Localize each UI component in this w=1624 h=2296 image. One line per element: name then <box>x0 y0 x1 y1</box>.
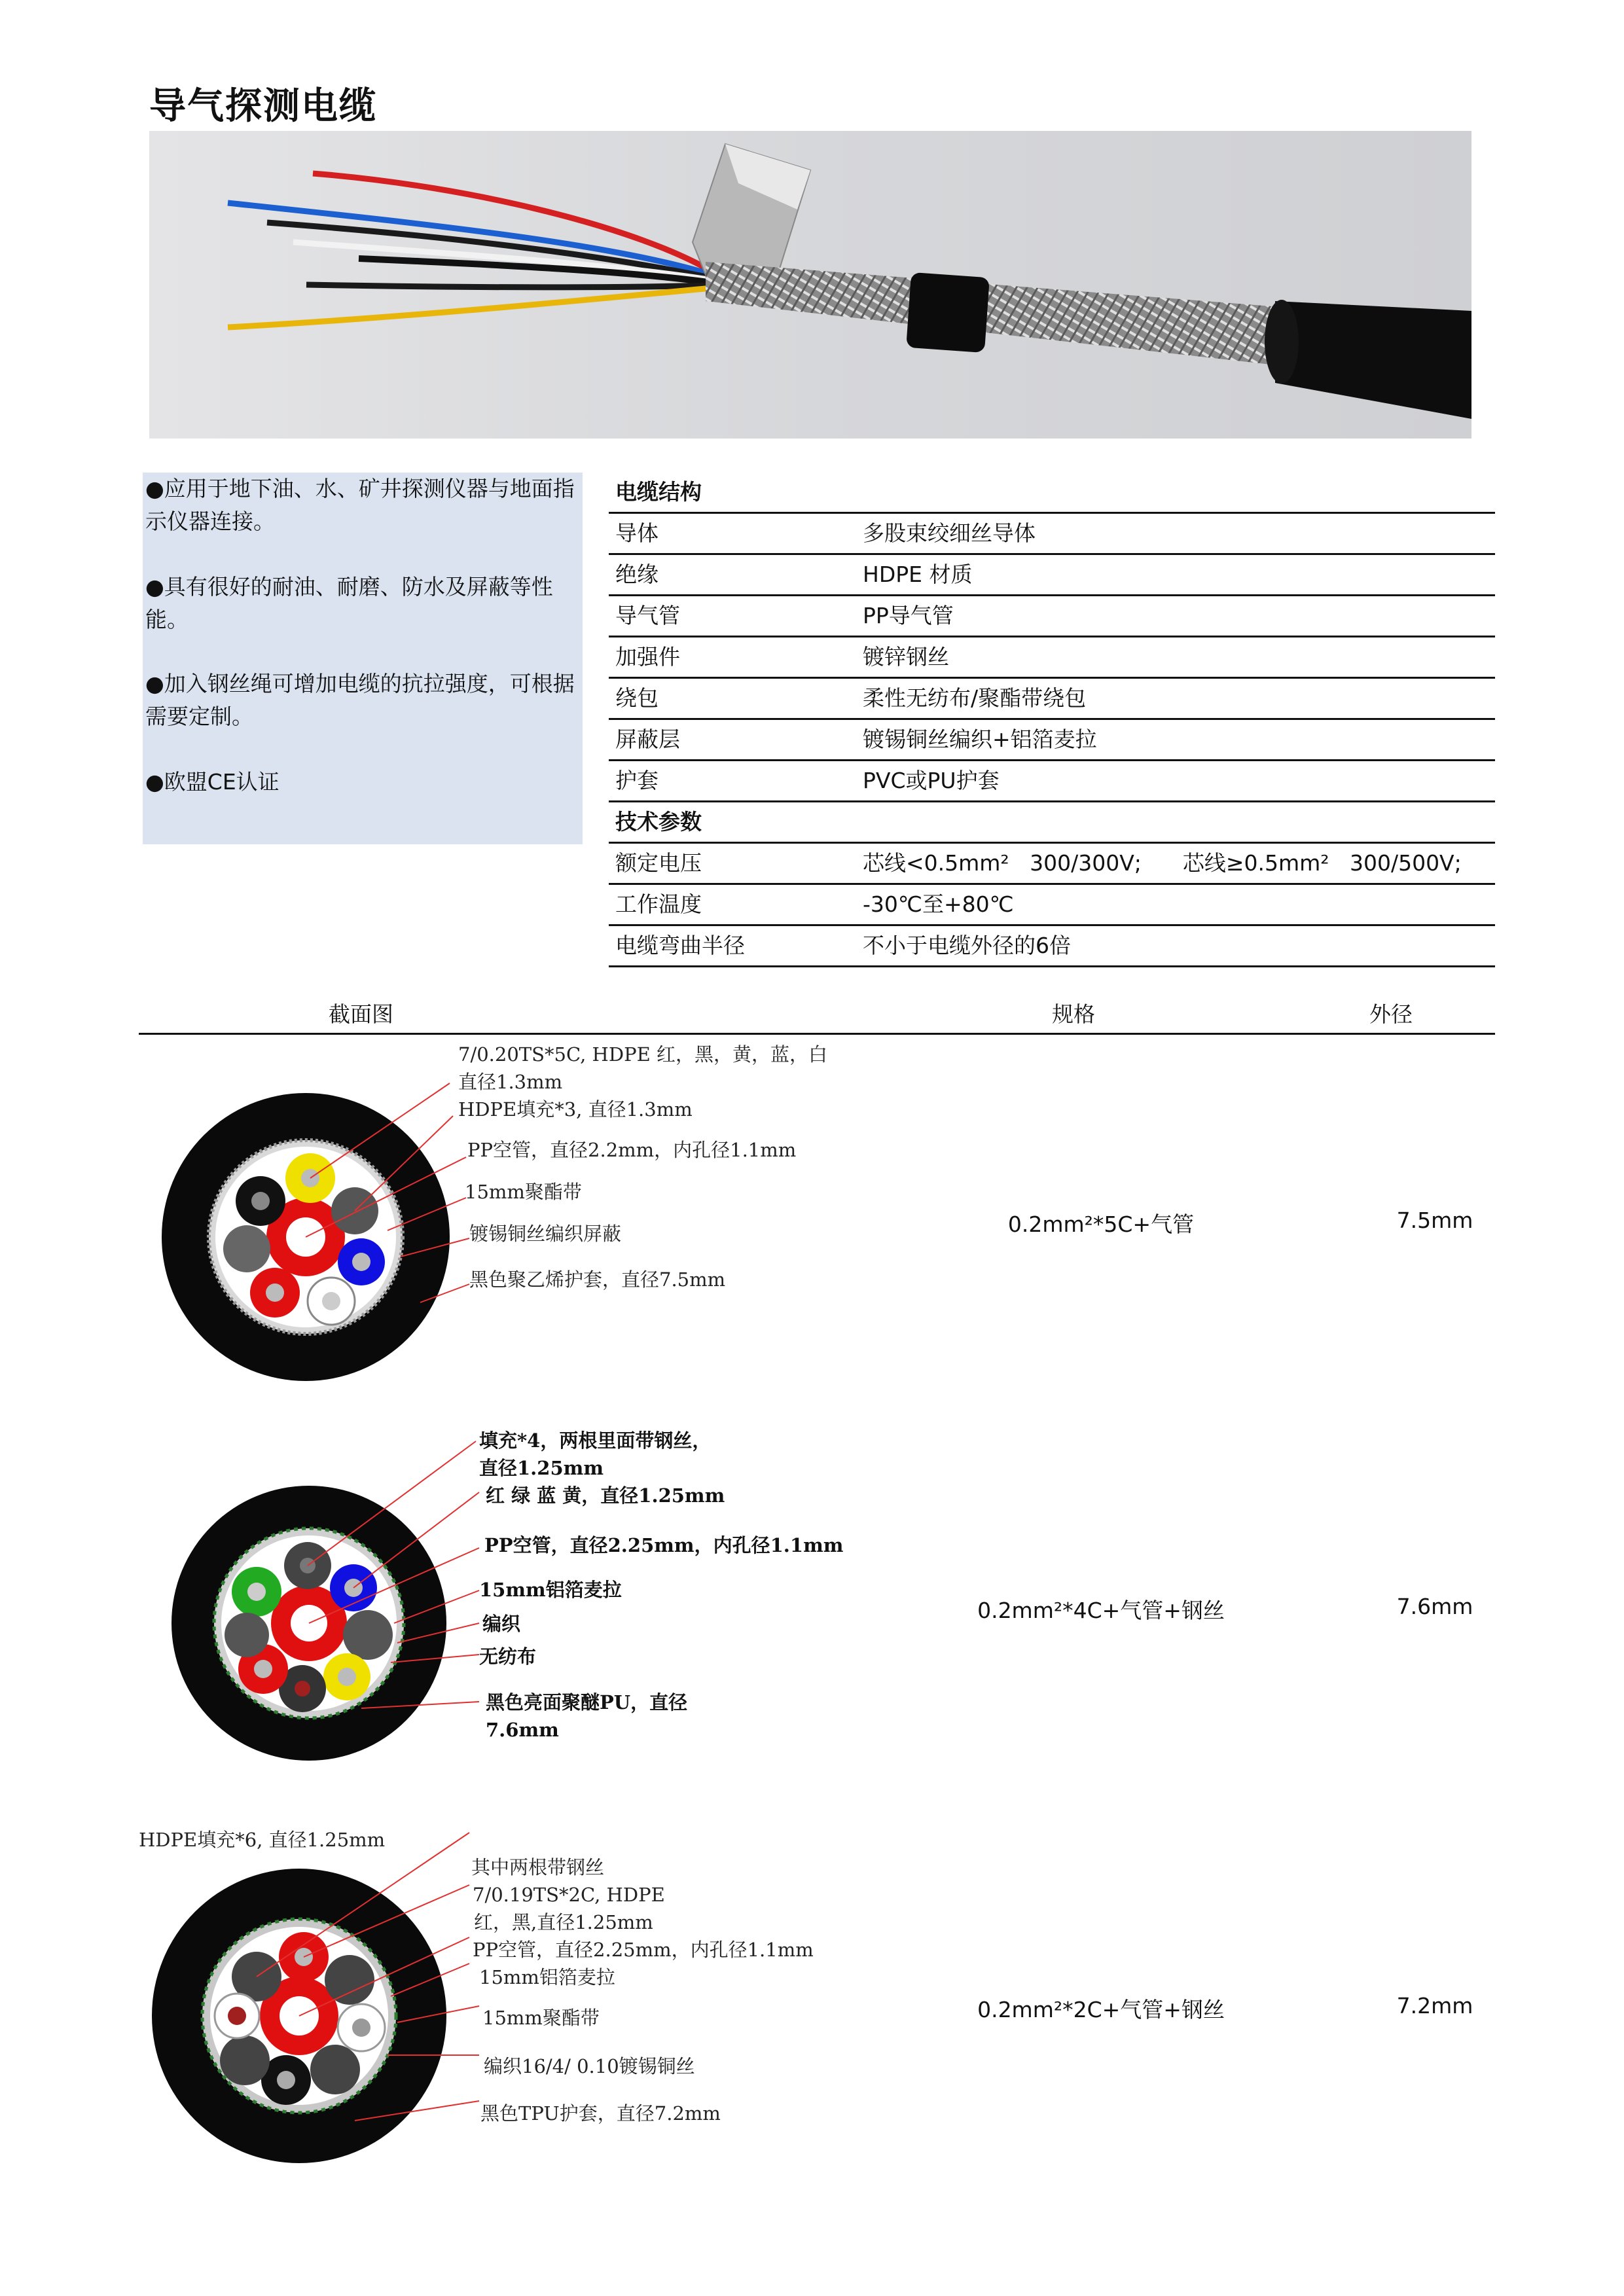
callout-label: 15mm聚酯带 <box>465 1181 582 1203</box>
cable-photo <box>149 131 1471 439</box>
feature-item: ●具有很好的耐油、耐磨、防水及屏蔽等性能。 <box>145 574 553 632</box>
model-table-header <box>139 990 1495 1035</box>
spec-value: PVC或PU护套 <box>863 768 1000 793</box>
spec-value: 多股束绞细丝导体 <box>863 520 1036 546</box>
callout-label: PP空管，直径2.25mm，内孔径1.1mm <box>484 1534 844 1556</box>
callout-label: 直径1.3mm <box>458 1071 563 1093</box>
spec-key: 护套 <box>615 768 659 793</box>
spec-key: 导体 <box>615 520 659 546</box>
model-od: 7.5mm <box>1396 1208 1473 1233</box>
param-value: 不小于电缆外径的6倍 <box>863 933 1071 958</box>
callout-label: 7.6mm <box>486 1719 559 1741</box>
model-od: 7.6mm <box>1396 1594 1473 1619</box>
callout-label: 红，黑,直径1.25mm <box>474 1911 653 1933</box>
callout-label: 编织16/4/ 0.10镀锡铜丝 <box>484 2055 695 2077</box>
model-od: 7.2mm <box>1396 1993 1473 2018</box>
callout-label: 黑色亮面聚醚PU，直径 <box>486 1691 688 1713</box>
callout-label: 编织 <box>482 1613 521 1635</box>
spec-value: 镀锡铜丝编织+铝箔麦拉 <box>863 726 1097 752</box>
spec-key: 绝缘 <box>615 562 659 587</box>
header-section: 截面图 <box>329 1001 393 1027</box>
callout-label: 7/0.20TS*5C, HDPE 红，黑，黄，蓝，白 <box>458 1043 827 1066</box>
spec-key: 绕包 <box>615 685 659 711</box>
callout-label: 红 绿 蓝 黄，直径1.25mm <box>486 1484 725 1507</box>
page-title: 导气探测电缆 <box>149 85 377 128</box>
model-row <box>139 1826 1495 2193</box>
spec-value: HDPE 材质 <box>863 562 973 587</box>
callout-label: 其中两根带钢丝 <box>471 1856 605 1878</box>
callout-label: HDPE填充*6, 直径1.25mm <box>139 1829 386 1851</box>
model-row <box>139 1427 1495 1793</box>
model-spec: 0.2mm²*4C+气管+钢丝 <box>977 1598 1225 1623</box>
spec-row <box>609 636 1495 677</box>
param-value: -30℃至+80℃ <box>863 891 1014 917</box>
feature-item: ●加入钢丝绳可增加电缆的抗拉强度，可根据需要定制。 <box>145 671 575 729</box>
param-key: 额定电压 <box>615 850 702 876</box>
spec-row <box>609 553 1495 594</box>
callout-label: 15mm聚酯带 <box>482 2007 600 2029</box>
header-od: 外径 <box>1369 1001 1413 1027</box>
spec-value: 镀锌钢丝 <box>863 644 949 670</box>
callout-label: 无纺布 <box>479 1645 537 1668</box>
callout-label: 填充*4，两根里面带钢丝， <box>479 1429 712 1452</box>
callout-label: 黑色TPU护套，直径7.2mm <box>480 2102 721 2125</box>
callout-label: 7/0.19TS*2C, HDPE <box>473 1884 665 1906</box>
callout-label: PP空管，直径2.2mm，内孔径1.1mm <box>467 1139 797 1161</box>
callout-label: 黑色聚乙烯护套，直径7.5mm <box>469 1268 726 1291</box>
param-key: 工作温度 <box>615 891 702 917</box>
spec-table <box>609 473 1495 967</box>
spec-row <box>609 677 1495 718</box>
header-spec: 规格 <box>1052 1001 1095 1027</box>
param-row <box>609 842 1495 883</box>
spec-row <box>609 594 1495 636</box>
params-heading-row <box>609 800 1495 842</box>
callout-label: 直径1.25mm <box>479 1457 604 1479</box>
spec-key: 加强件 <box>615 644 680 670</box>
callout-label: 镀锡铜丝编织屏蔽 <box>469 1223 622 1245</box>
features-panel <box>143 473 583 844</box>
spec-key: 导气管 <box>615 603 680 628</box>
spec-row <box>609 759 1495 800</box>
param-row <box>609 924 1495 967</box>
spec-value: PP导气管 <box>863 603 954 628</box>
spec-value: 柔性无纺布/聚酯带绕包 <box>863 685 1087 711</box>
feature-item: ●欧盟CE认证 <box>145 769 280 795</box>
callout-label: 15mm铝箔麦拉 <box>479 1966 615 1988</box>
param-row <box>609 883 1495 924</box>
spec-row <box>609 718 1495 759</box>
spec-key: 屏蔽层 <box>615 726 680 752</box>
callout-label: HDPE填充*3, 直径1.3mm <box>458 1098 693 1121</box>
callout-label: 15mm铝箔麦拉 <box>479 1579 622 1601</box>
params-heading: 技术参数 <box>615 809 702 834</box>
param-key: 电缆弯曲半径 <box>615 933 745 958</box>
spec-row <box>609 512 1495 553</box>
param-value: 芯线<0.5mm² 300/300V; 芯线≥0.5mm² 300/500V; <box>863 850 1462 876</box>
callout-label: PP空管，直径2.25mm，内孔径1.1mm <box>473 1939 814 1961</box>
model-row <box>139 1041 1495 1407</box>
model-spec: 0.2mm²*2C+气管+钢丝 <box>977 1997 1225 2022</box>
model-spec: 0.2mm²*5C+气管 <box>1007 1211 1195 1237</box>
structure-heading: 电缆结构 <box>615 479 702 505</box>
feature-item: ●应用于地下油、水、矿井探测仪器与地面指示仪器连接。 <box>145 476 575 534</box>
